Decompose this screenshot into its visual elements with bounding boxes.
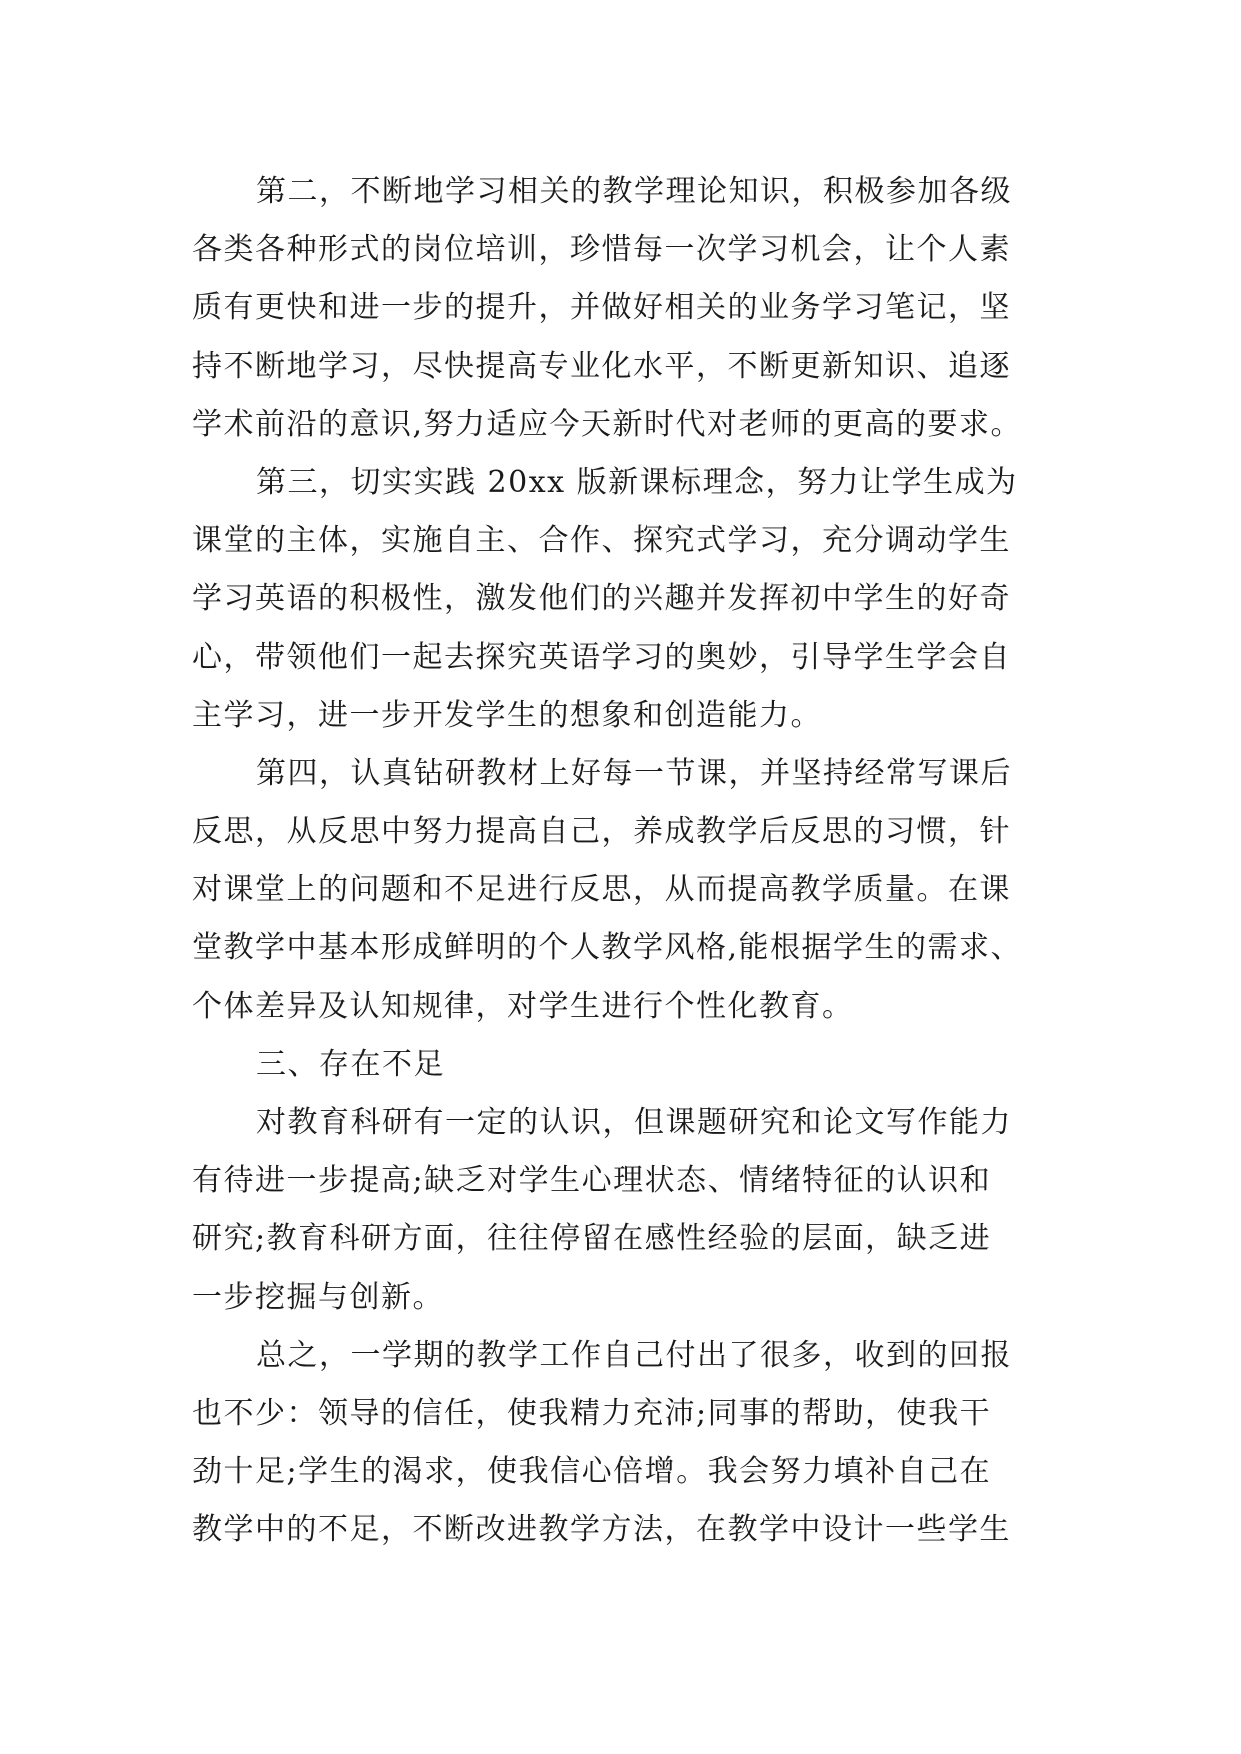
text-line: 也不少：领导的信任，使我精力充沛;同事的帮助，使我干 (192, 1395, 992, 1431)
text-line: 反思，从反思中努力提高自己，养成教学后反思的习惯，针 (192, 814, 1011, 850)
text-line: 有待进一步提高;缺乏对学生心理状态、情绪特征的认识和 (192, 1163, 992, 1199)
text-line: 各类各种形式的岗位培训，珍惜每一次学习机会，让个人素 (192, 232, 1011, 268)
text-line: 第二，不断地学习相关的教学理论知识，积极参加各级 (256, 174, 1012, 209)
section-heading: 三、存在不足 (256, 1046, 445, 1082)
text-line: 个体差异及认知规律，对学生进行个性化教育。 (192, 988, 854, 1024)
text-line: 学术前沿的意识,努力适应今天新时代对老师的更高的要求。 (192, 406, 1023, 442)
text-line: 总之，一学期的教学工作自己付出了很多，收到的回报 (256, 1337, 1012, 1373)
text-line: 教学中的不足，不断改进教学方法，在教学中设计一些学生 (192, 1512, 1011, 1548)
paragraph-second (192, 163, 1052, 454)
text-line: 一步挖掘与创新。 (192, 1279, 444, 1315)
text-line: 堂教学中基本形成鲜明的个人教学风格,能根据学生的需求、 (192, 930, 1023, 966)
text-line: 第四，认真钻研教材上好每一节课，并坚持经常写课后 (256, 755, 1012, 791)
text-line: 对课堂上的问题和不足进行反思，从而提高教学质量。在课 (192, 872, 1011, 908)
text-line: 学习英语的积极性，激发他们的兴趣并发挥初中学生的好奇 (192, 581, 1011, 617)
paragraph-shortcomings (192, 1094, 1052, 1327)
text-line: 研究;教育科研方面，往往停留在感性经验的层面，缺乏进 (192, 1221, 992, 1257)
text-line: 心，带领他们一起去探究英语学习的奥妙，引导学生学会自 (192, 639, 1011, 675)
text-line: 质有更快和进一步的提升，并做好相关的业务学习笔记，坚 (192, 290, 1011, 326)
paragraph-fourth (192, 745, 1052, 1036)
document-body (192, 163, 1052, 1560)
text-line: 劲十足;学生的渴求，使我信心倍增。我会努力填补自己在 (192, 1454, 992, 1490)
text-line: 对教育科研有一定的认识，但课题研究和论文写作能力 (256, 1105, 1012, 1140)
text-line: 持不断地学习，尽快提高专业化水平，不断更新知识、追逐 (192, 348, 1011, 384)
text-line: 课堂的主体，实施自主、合作、探究式学习，充分调动学生 (192, 523, 1011, 559)
paragraph-summary (192, 1327, 1052, 1560)
text-line: 第三，切实实践 20xx 版新课标理念，努力让学生成为 (256, 464, 1018, 500)
text-line: 主学习，进一步开发学生的想象和创造能力。 (192, 697, 822, 733)
section-heading-shortcomings (192, 1036, 1052, 1094)
paragraph-third (192, 454, 1052, 745)
